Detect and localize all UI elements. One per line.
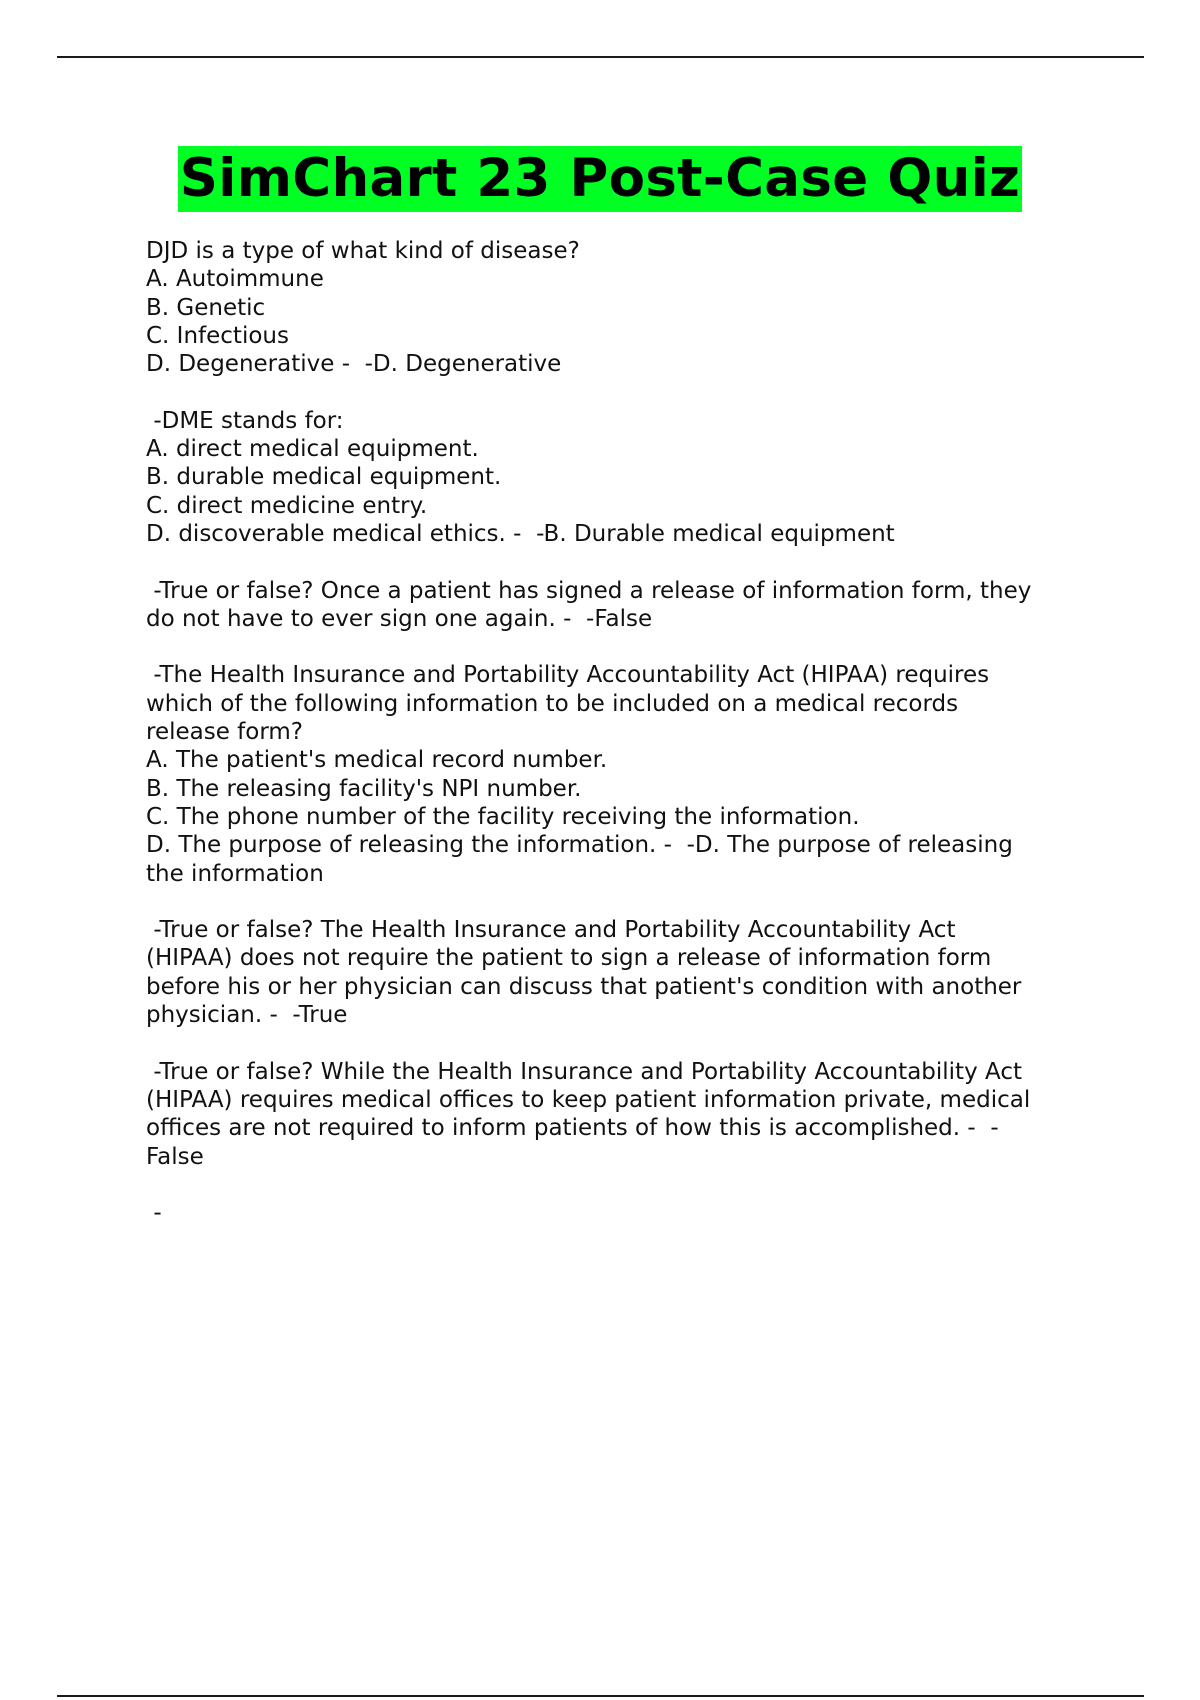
- question-text-line: False: [146, 1143, 204, 1170]
- question-text-line: -DME stands for:: [146, 407, 344, 434]
- page-title: SimChart 23 Post-Case Quiz: [178, 146, 1022, 212]
- top-rule: [57, 56, 1144, 58]
- question-text-line: -True or false? While the Health Insurance and Portability Accountability Act: [146, 1058, 1022, 1085]
- quiz-question-block: [146, 407, 1096, 548]
- question-text-line: -The Health Insurance and Portability Accountability Act (HIPAA) requires: [146, 662, 990, 689]
- question-text-line: DJD is a type of what kind of disease?: [146, 238, 580, 264]
- question-text-line: C. direct medicine entry.: [146, 492, 428, 519]
- question-text-line: D. Degenerative - -D. Degenerative: [146, 351, 562, 378]
- quiz-content: [146, 237, 1096, 1256]
- question-text-line: A. direct medical equipment.: [146, 436, 479, 463]
- question-text-line: (HIPAA) requires medical offices to keep patient information private, medical: [146, 1086, 1031, 1113]
- question-text-line: C. The phone number of the facility receiving the information.: [146, 803, 860, 830]
- question-text-line: release form?: [146, 719, 304, 746]
- title-container: [0, 146, 1200, 212]
- question-text-line: -True or false? Once a patient has signed a release of information form, they: [146, 577, 1032, 604]
- quiz-question-block: [146, 916, 1096, 1029]
- question-text-line: -True or false? The Health Insurance and Portability Accountability Act: [146, 917, 956, 944]
- question-text-line: B. The releasing facility's NPI number.: [146, 775, 582, 802]
- question-text-line: D. discoverable medical ethics. - -B. Durable medical equipment: [146, 520, 895, 547]
- question-text-line: the information: [146, 860, 324, 887]
- quiz-question-block: [146, 1058, 1096, 1171]
- question-text-line: do not have to ever sign one again. - -False: [146, 605, 653, 632]
- question-text-line: A. The patient's medical record number.: [146, 747, 608, 774]
- question-text-line: before his or her physician can discuss that patient's condition with another: [146, 973, 1022, 1000]
- quiz-question-block: [146, 661, 1096, 887]
- quiz-question-block: [146, 1199, 1096, 1227]
- question-text-line: (HIPAA) does not require the patient to sign a release of information form: [146, 945, 992, 972]
- question-text-line: B. durable medical equipment.: [146, 464, 502, 491]
- question-text-line: -: [146, 1200, 162, 1227]
- question-text-line: D. The purpose of releasing the information. - -D. The purpose of releasing: [146, 832, 1013, 859]
- bottom-rule: [57, 1695, 1144, 1697]
- quiz-question-block: [146, 577, 1096, 634]
- question-text-line: A. Autoimmune: [146, 266, 324, 293]
- question-text-line: B. Genetic: [146, 294, 266, 321]
- question-text-line: which of the following information to be included on a medical records: [146, 690, 959, 717]
- question-text-line: C. Infectious: [146, 322, 289, 349]
- question-text-line: physician. - -True: [146, 1002, 348, 1029]
- quiz-question-block: [146, 237, 1096, 378]
- question-text-line: offices are not required to inform patients of how this is accomplished. - -: [146, 1115, 999, 1142]
